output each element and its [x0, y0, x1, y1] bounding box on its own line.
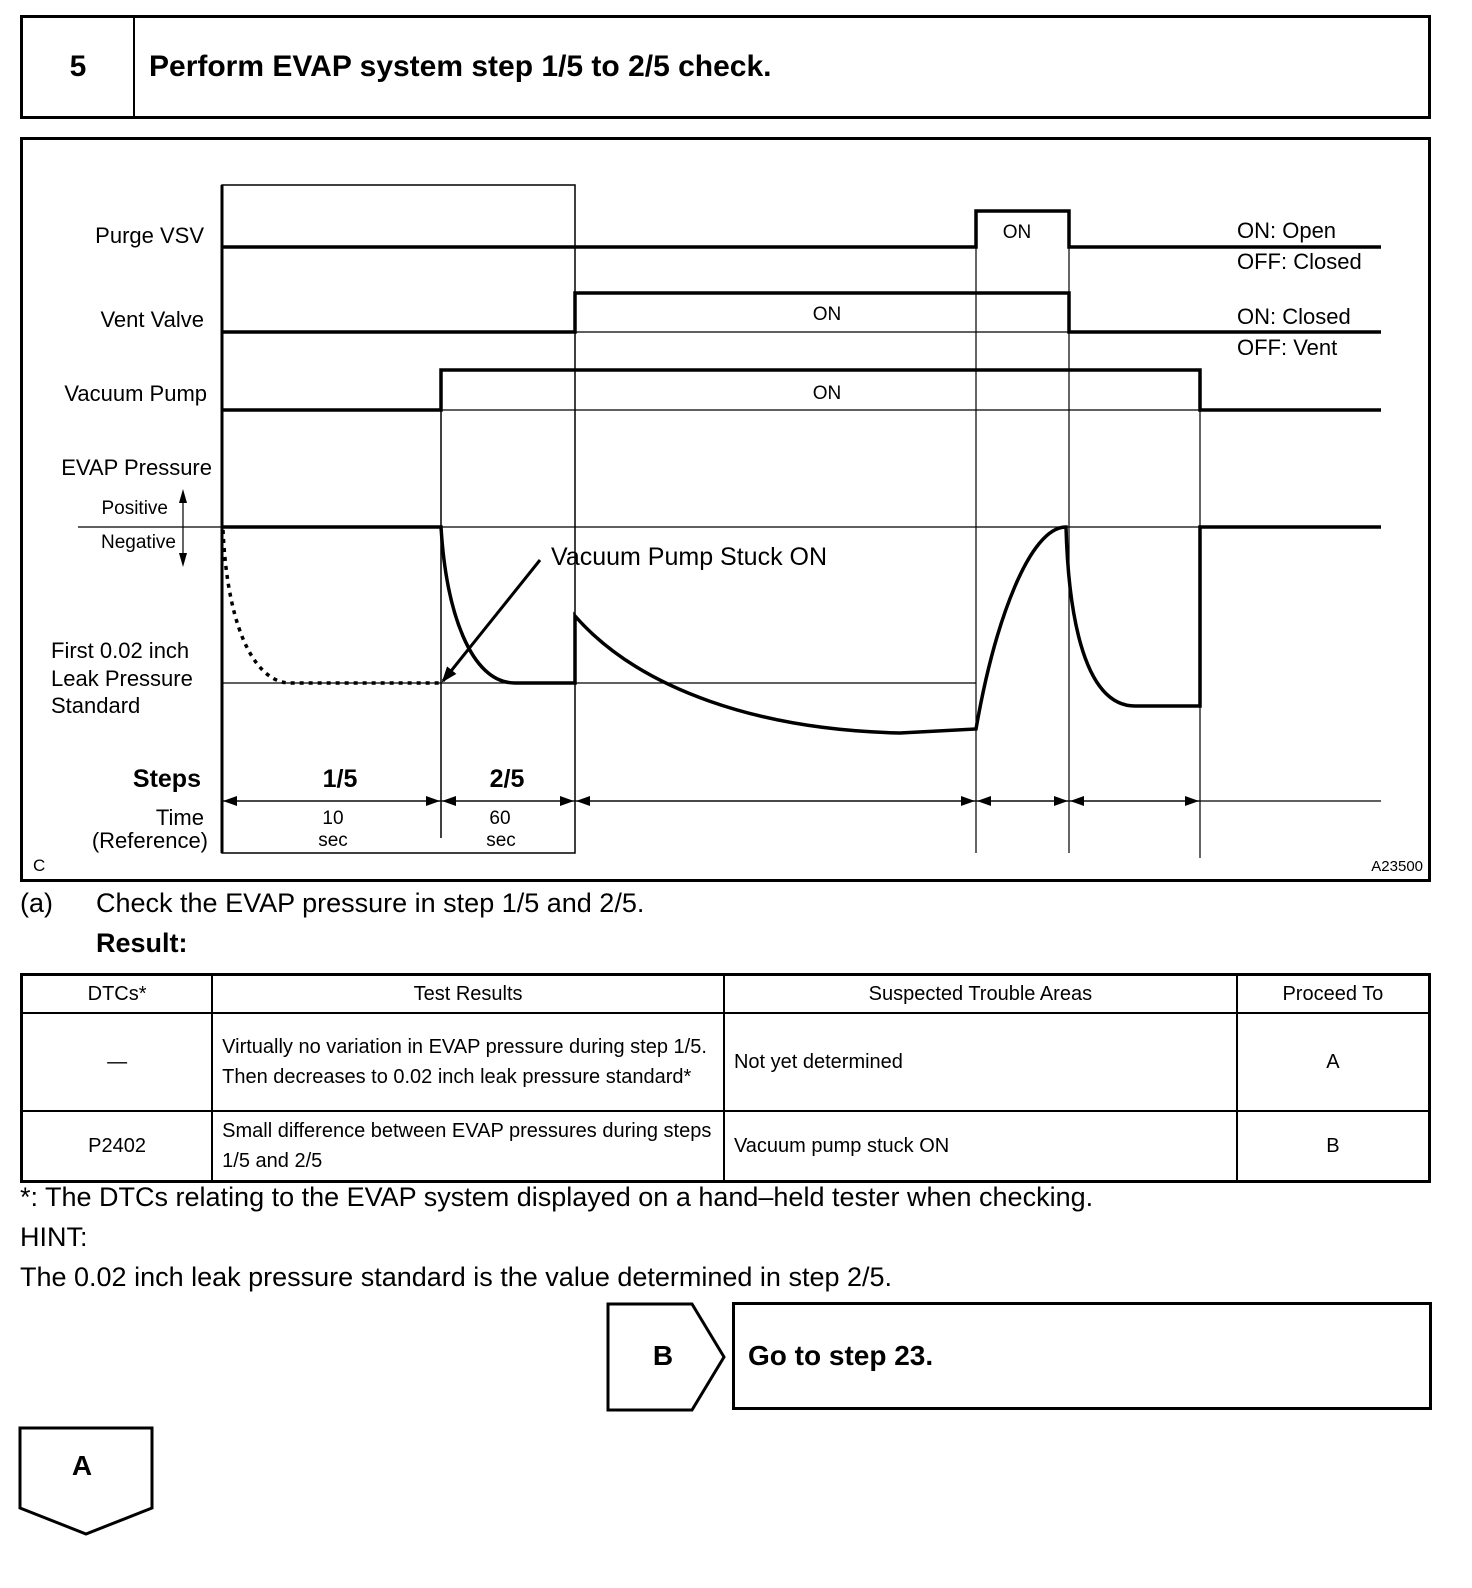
cell-dtc: —	[22, 1013, 213, 1111]
instruction-marker: (a)	[20, 888, 53, 918]
step-header	[20, 15, 1431, 119]
hint-label: HINT:	[20, 1222, 88, 1252]
vacuum-pump-on-label: ON	[812, 383, 842, 404]
step-number: 5	[23, 18, 135, 116]
table-row	[22, 1111, 1430, 1182]
nav-a-arrow-icon[interactable]	[18, 1426, 154, 1538]
cell-result: Virtually no variation in EVAP pressure during step 1/5. Then decreases to 0.02 inch leak pressure standard*	[212, 1013, 724, 1111]
vent-legend-on: ON: Closed	[1237, 304, 1351, 329]
nav-a-label[interactable]: A	[71, 1450, 93, 1481]
cell-area: Vacuum pump stuck ON	[724, 1111, 1237, 1182]
instruction-line	[20, 888, 644, 919]
step-2-time: 60	[489, 808, 511, 829]
figure-id: A23500	[1371, 858, 1423, 875]
result-label: Result:	[96, 928, 188, 958]
reference-label: (Reference)	[91, 828, 208, 853]
cell-proceed: B	[1237, 1111, 1430, 1182]
header-test-results: Test Results	[212, 975, 724, 1014]
cell-proceed: A	[1237, 1013, 1430, 1111]
results-table	[20, 973, 1431, 1183]
standard-label-line3: Standard	[51, 693, 141, 718]
step-title: Perform EVAP system step 1/5 to 2/5 check.	[149, 50, 772, 83]
purge-vsv-label: Purge VSV	[95, 223, 204, 248]
timing-diagram	[20, 137, 1431, 882]
stuck-on-annotation: Vacuum Pump Stuck ON	[551, 543, 828, 571]
vent-valve-on-label: ON	[812, 304, 842, 325]
purge-vsv-on-label: ON	[1002, 222, 1032, 243]
step-1-time: 10	[322, 808, 344, 829]
header-dtcs: DTCs*	[22, 975, 213, 1014]
standard-label-line1: First 0.02 inch	[51, 638, 190, 663]
corner-label: C	[33, 856, 46, 875]
step-2-label: 2/5	[489, 765, 525, 793]
evap-pressure-label: EVAP Pressure	[61, 455, 212, 480]
vent-legend-off: OFF: Vent	[1237, 335, 1338, 360]
instruction-text: Check the EVAP pressure in step 1/5 and 2/5.	[96, 888, 645, 918]
negative-label: Negative	[101, 532, 176, 553]
hint-text: The 0.02 inch leak pressure standard is the value determined in step 2/5.	[20, 1262, 893, 1292]
purge-legend-on: ON: Open	[1237, 218, 1337, 243]
step-1-unit: sec	[318, 830, 348, 851]
positive-label: Positive	[101, 498, 168, 519]
footnote: *: The DTCs relating to the EVAP system displayed on a hand–held tester when checking.	[20, 1182, 1094, 1212]
cell-area: Not yet determined	[724, 1013, 1237, 1111]
cell-dtc: P2402	[22, 1111, 213, 1182]
time-label: Time	[155, 805, 204, 830]
nav-b-action-text: Go to step 23.	[748, 1340, 934, 1371]
header-suspected-areas: Suspected Trouble Areas	[724, 975, 1237, 1014]
step-1-label: 1/5	[322, 765, 358, 793]
step-2-unit: sec	[486, 830, 516, 851]
table-row	[22, 1013, 1430, 1111]
timing-diagram-svg	[20, 137, 1431, 882]
nav-b-label[interactable]: B	[652, 1340, 674, 1371]
steps-label: Steps	[132, 765, 201, 793]
vacuum-pump-label: Vacuum Pump	[64, 381, 207, 406]
vent-valve-label: Vent Valve	[100, 307, 204, 332]
nav-b-action[interactable]	[732, 1302, 1432, 1410]
cell-result: Small difference between EVAP pressures during steps 1/5 and 2/5	[212, 1111, 724, 1182]
header-proceed-to: Proceed To	[1237, 975, 1430, 1014]
standard-label-line2: Leak Pressure	[51, 666, 193, 691]
table-header-row	[22, 975, 1430, 1014]
purge-legend-off: OFF: Closed	[1237, 249, 1362, 274]
